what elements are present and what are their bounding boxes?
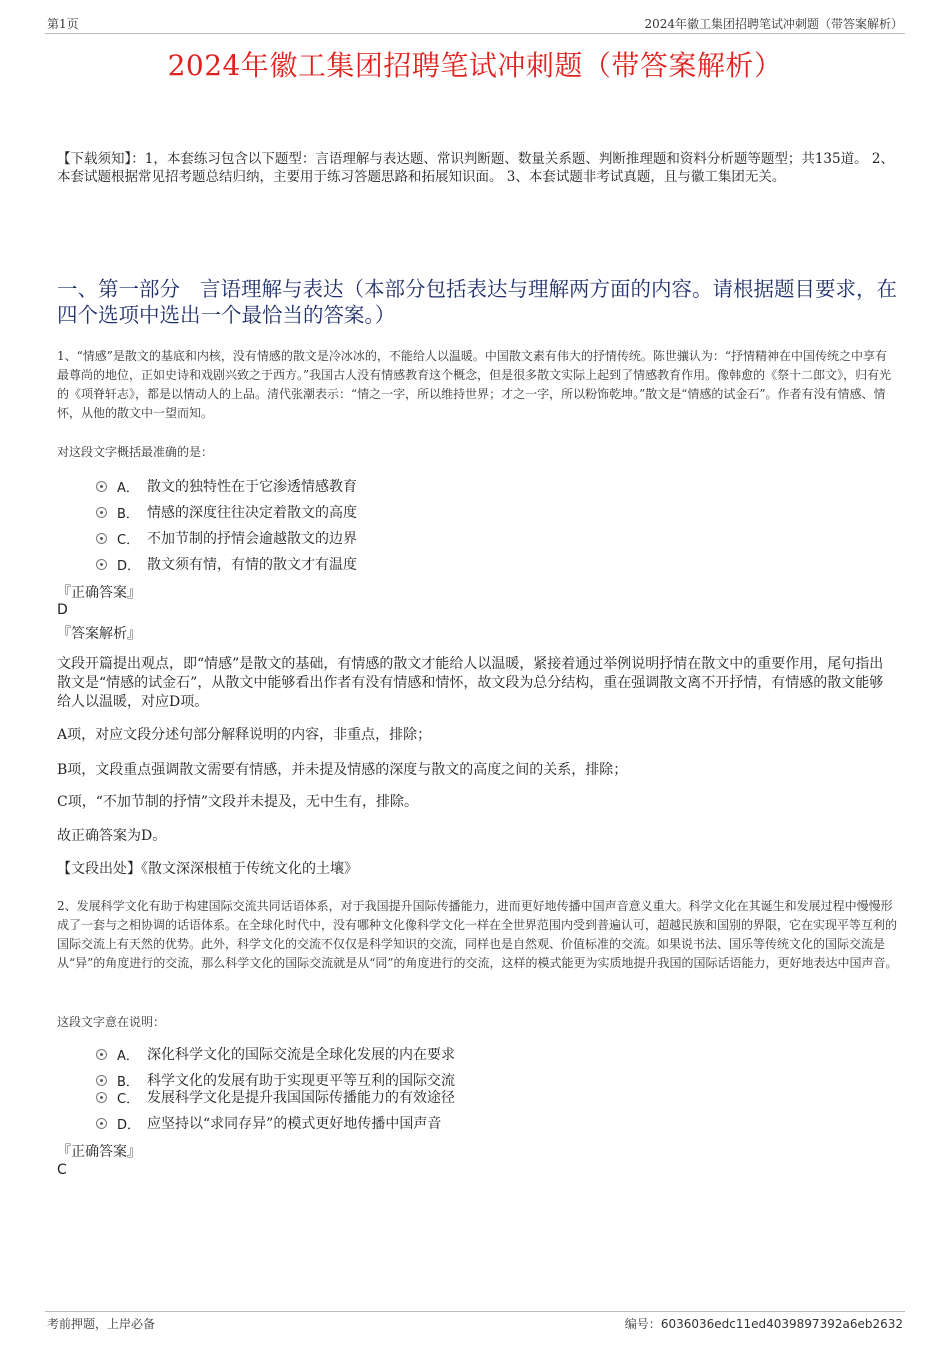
option-letter: D． [117,558,141,574]
section-heading [57,276,897,328]
section-part: 一、第一部分 [57,277,180,301]
q1-answer: D [57,602,68,618]
q1-analysis-a: A项，对应文段分述句部分解释说明的内容，非重点，排除； [57,727,432,743]
q2-option-a[interactable] [96,1043,455,1065]
q2-option-c[interactable] [96,1086,455,1108]
q1-option-b[interactable] [96,501,357,523]
footer-divider [45,1311,905,1312]
footer-code [625,1315,903,1332]
radio-icon[interactable] [96,1092,107,1103]
radio-icon[interactable] [96,507,107,518]
option-letter: B． [117,1074,139,1090]
q2-answer-label: 『正确答案』 [57,1144,141,1160]
option-text: 散文须有情，有情的散文才有温度 [147,557,357,573]
page-title: 2024年徽工集团招聘笔试冲刺题（带答案解析） [167,49,783,82]
q1-option-a[interactable] [96,475,357,497]
q1-option-c[interactable] [96,527,357,549]
header-doc-title: 2024年徽工集团招聘笔试冲刺题（带答案解析） [644,17,903,31]
option-text: 散文的独特性在于它渗透情感教育 [147,479,357,495]
question-1-prompt: 对这段文字概括最准确的是： [57,445,214,459]
radio-icon[interactable] [96,533,107,544]
q1-answer-label: 『正确答案』 [57,585,141,601]
radio-icon[interactable] [96,1049,107,1060]
q2-answer: C [57,1162,67,1178]
q2-option-d[interactable] [96,1112,441,1134]
q1-source: 【文段出处】《散文深深根植于传统文化的土壤》 [57,861,358,877]
option-letter: A． [117,480,139,496]
option-letter: A． [117,1048,139,1064]
q1-analysis-label: 『答案解析』 [57,626,141,642]
q1-analysis-c: C项，“不加节制的抒情”文段并未提及，无中生有，排除。 [57,794,419,810]
option-letter: C． [117,532,140,548]
download-notice: 【下载须知】：1，本套练习包含以下题型：言语理解与表达题、常识判断题、数量关系题、判断推理题和资料分析题等题型；共135道。 2、本套试题根据常见招考题总结归纳，主要用于练习答题思路和拓展知识面。 3、本套试题非考试真题，且与徽工集团无关。 [57,151,894,185]
q1-option-d[interactable] [96,553,357,575]
header-divider [45,33,905,34]
footer-code-label: 编号： [624,1317,661,1331]
option-text: 科学文化的发展有助于实现更平等互利的国际交流 [147,1073,455,1089]
option-letter: C． [117,1091,140,1107]
question-2-prompt: 这段文字意在说明： [57,1015,166,1029]
q1-analysis-summary: 文段开篇提出观点，即“情感”是散文的基础，有情感的散文才能给人以温暖，紧接着通过举例说明抒情在散文中的重要作用，尾句指出散文是“情感的试金石”，从散文中能够看出作者有没有情感和情怀，故文段为总分结构，重在强调散文离不开抒情，有情感的散文能够给人以温暖，对应D项。 [57,656,884,710]
option-text: 情感的深度往往决定着散文的高度 [147,505,357,521]
option-text: 不加节制的抒情会逾越散文的边界 [147,531,357,547]
radio-icon[interactable] [96,559,107,570]
option-text: 应坚持以“求同存异”的模式更好地传播中国声音 [147,1116,442,1132]
option-letter: B． [117,506,139,522]
question-1-text: 1、“情感”是散文的基底和内核，没有情感的散文是冷冰冰的，不能给人以温暖。中国散文素有伟大的抒情传统。陈世骧认为：“抒情精神在中国传统之中享有最尊尚的地位，正如史诗和戏剧兴致之于西方。”我国古人没有情感教育这个概念，但是很多散文实际上起到了情感教育作用。像韩愈的《祭十二郎文》，归有光的《项脊轩志》，都是以情动人的上品。清代张潮表示：“情之一字，所以维持世界；才之一字，所以粉饰乾坤。”散文是“情感的试金石”。作者有没有情感、情怀，从他的散文中一望而知。 [57,349,892,420]
option-text: 深化科学文化的国际交流是全球化发展的内在要求 [147,1047,455,1063]
footer-slogan: 考前押题，上岸必备 [47,1317,156,1331]
q1-analysis-b: B项，文段重点强调散文需要有情感，并未提及情感的深度与散文的高度之间的关系，排除； [57,762,628,778]
option-text: 发展科学文化是提升我国国际传播能力的有效途径 [147,1090,455,1106]
radio-icon[interactable] [96,481,107,492]
option-letter: D． [117,1117,141,1133]
q1-analysis-conclusion: 故正确答案为D。 [57,828,167,844]
radio-icon[interactable] [96,1075,107,1086]
question-2-text: 2、发展科学文化有助于构建国际交流共同话语体系，对于我国提升国际传播能力，进而更好地传播中国声音意义重大。科学文化在其诞生和发展过程中慢慢形成了一套与之相协调的话语体系。在全球化时代中，没有哪种文化像科学文化一样在全世界范围内受到普遍认可，超越民族和国别的界限，它在实现平等互利的国际交流上有天然的优势。此外，科学文化的交流不仅仅是科学知识的交流，同样也是自然观、价值标准的交流。如果说书法、国乐等传统文化的国际交流是从“异”的角度进行的交流，那么科学文化的国际交流就是从“同”的角度进行的交流，这样的模式能更为实质地提升我国的国际话语能力，更好地表达中国声音。 [57,899,898,970]
footer-code-value: 6036036edc11ed4039897392a6eb2632 [660,1317,903,1331]
radio-icon[interactable] [96,1118,107,1129]
header-page-label: 第1页 [47,17,79,31]
section-desc: 言语理解与表达（本部分包括表达与理解两方面的内容。请根据题目要求，在四个选项中选出一个最恰当的答案。） [57,277,897,327]
